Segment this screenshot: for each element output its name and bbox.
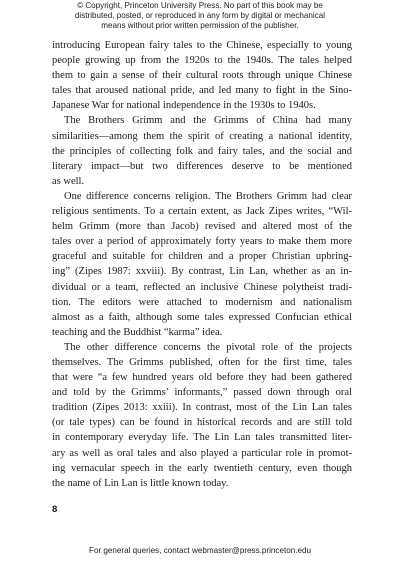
paragraph	[52, 38, 352, 113]
text-line: graceful and suitable for children and a proper Christian upbring-	[52, 251, 352, 263]
text-line: tradition (Zipes 2013: xxiii). In contrast, most of the Lin Lan tales	[52, 402, 352, 414]
text-line: (or tale types) can be found in historical records and are still told	[52, 417, 352, 429]
text-line: ary as well as oral tales and also played a particular role in promot-	[52, 447, 352, 459]
text-line: as well.	[52, 175, 85, 187]
copyright-line: means without prior written permission of the publisher.	[101, 21, 299, 30]
text-line: Japanese War for national independence in the 1930s to 1940s.	[52, 100, 316, 112]
text-line: The Brothers Grimm and the Grimms of China had many	[64, 115, 352, 127]
text-line: people growing up from the 1920s to the 1940s. The tales helped	[52, 55, 352, 67]
text-line: dividual or a team, reflected an inclusive Chinese polytheist tradi-	[52, 281, 352, 293]
text-line: religious sentiments. To a certain extent, as Jack Zipes writes, “Wil-	[52, 206, 352, 218]
page-number: 8	[52, 504, 58, 515]
text-line: One difference concerns religion. The Brothers Grimm had clear	[64, 190, 352, 202]
copyright-line: © Copyright, Princeton University Press. No part of this book may be	[77, 1, 323, 10]
text-line: literary impact—but two differences deserve to be mentioned	[52, 160, 352, 172]
text-line: ing vernacular speech in the early twentieth century, even though	[52, 462, 352, 474]
text-line: the name of Lin Lan is little known today.	[52, 477, 229, 489]
text-line: that were “a few hundred years old before they had been gathered	[52, 372, 352, 384]
book-page-body	[52, 38, 352, 491]
paragraph	[52, 340, 352, 491]
text-line: and told by the Grimms’ informants,” passed down through oral	[52, 387, 352, 399]
text-line: the principles of collecting folk and fairy tales, and the social and	[52, 145, 352, 157]
text-line: helm Grimm (more than Jacob) revised and altered most of the	[52, 221, 352, 233]
text-line: similarities—among them the spirit of creating a national identity,	[52, 130, 352, 142]
text-line: tales that aroused national pride, and led many to fight in the Sino-	[52, 85, 352, 97]
text-line: them to gain a sense of their cultural roots through unique Chinese	[52, 70, 352, 82]
text-line: in contemporary everyday life. The Lin Lan tales transmitted liter-	[52, 432, 352, 444]
footer-contact: For general queries, contact webmaster@press.princeton.edu	[89, 546, 311, 555]
copyright-line: distributed, posted, or reproduced in any form by digital or mechanical	[74, 11, 326, 20]
copyright-notice	[58, 1, 342, 31]
text-line: tales over a period of approximately forty years to make them more	[52, 236, 352, 248]
text-line: themselves. The Grimms published, often for the first time, tales	[52, 356, 352, 368]
text-line: ing” (Zipes 1987: xxviii). By contrast, Lin Lan, whether as an in-	[52, 266, 352, 278]
text-line: teaching and the Buddhist “karma” idea.	[52, 326, 223, 338]
text-line: tion. The editors were attached to modernism and nationalism	[52, 296, 352, 308]
paragraph	[52, 113, 352, 188]
paragraph	[52, 189, 352, 340]
text-line: The other difference concerns the pivotal role of the projects	[64, 341, 352, 353]
text-line: almost as a faith, although some tales expressed Confucian ethical	[52, 311, 352, 323]
text-line: introducing European fairy tales to the Chinese, especially to young	[52, 40, 352, 51]
